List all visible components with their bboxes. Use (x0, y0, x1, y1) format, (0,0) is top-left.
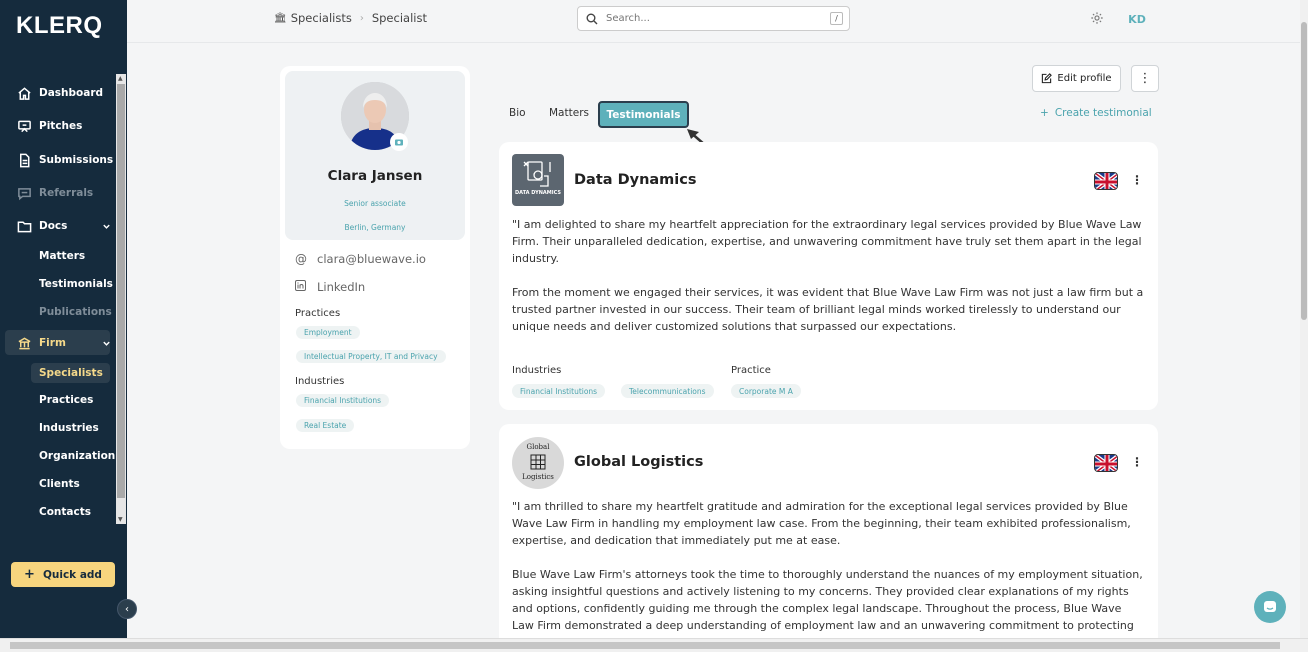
home-icon (17, 86, 32, 101)
bank-icon (17, 336, 32, 351)
at-icon: @ (295, 252, 307, 266)
profile-location: Berlin, Germany (344, 223, 406, 232)
sidebar-item-label: Submissions (39, 154, 114, 166)
chevron-down-icon (102, 222, 111, 231)
sidebar-scrollbar-thumb[interactable] (117, 84, 125, 498)
profile-card (280, 66, 470, 449)
search-bar[interactable] (577, 6, 850, 31)
main-scrollbar[interactable] (1300, 0, 1308, 638)
breadcrumb-item-specialists[interactable] (274, 11, 352, 25)
more-options-button[interactable] (1131, 65, 1159, 92)
uk-flag-icon[interactable] (1094, 454, 1118, 472)
practice-chip[interactable]: Intellectual Property, IT and Privacy (296, 350, 446, 363)
plus-icon: + (24, 567, 35, 582)
breadcrumb-item-specialist: Specialist (371, 11, 427, 25)
profile-email-text: clara@bluewave.io (317, 252, 426, 266)
app-logo[interactable]: KLERQ (16, 12, 103, 39)
sidebar-item-referrals[interactable] (17, 183, 93, 203)
gear-icon[interactable] (1090, 11, 1104, 25)
profile-linkedin[interactable] (295, 280, 365, 294)
practice-chip[interactable]: Corporate M A (731, 384, 801, 398)
uk-flag-icon[interactable] (1094, 172, 1118, 190)
sidebar-item-label: Pitches (39, 120, 83, 132)
company-logo-text: DATA DYNAMICS (515, 190, 561, 196)
industry-chip[interactable]: Telecommunications (621, 384, 714, 398)
top-bar (127, 0, 1300, 43)
scroll-up-icon[interactable]: ▲ (118, 75, 123, 82)
testimonial-menu-icon[interactable]: ⋮ (1131, 173, 1143, 187)
quick-add-label: Quick add (42, 568, 102, 581)
industries-label: Industries (512, 365, 562, 376)
testimonial-paragraph: "I am delighted to share my heartfelt appreciation for the extraordinary legal services provided by Blue Wave Law Firm. Their unparalleled dedication, expertise, and unwavering commitment have truly set them apart in the legal industry. (512, 218, 1142, 265)
chat-launcher-button[interactable] (1254, 591, 1286, 623)
sidebar-item-label: Dashboard (39, 87, 104, 99)
testimonial-paragraph: From the moment we engaged their services, it was evident that Blue Wave Law Firm was not just a law firm but a trusted partner invested in our success. Their team of brilliant legal minds worked tirelessly to understand our unique needs and deliver customized solutions that surpassed our expectations. (512, 286, 1144, 333)
company-logo (512, 154, 564, 206)
sidebar-item-docs[interactable] (17, 216, 107, 236)
sidebar-item-contacts[interactable]: Contacts (39, 506, 91, 518)
sidebar (0, 0, 127, 638)
testimonial-paragraph: "I am thrilled to share my heartfelt gratitude and admiration for the exceptional legal services provided by Blue Wave Law Firm in handling my employment law case. From the beginning, their team exhibited professionalism, expertise, and dedication that immediately put me at ease. (512, 500, 1131, 547)
profile-name: Clara Jansen (327, 168, 423, 184)
sidebar-item-submissions[interactable] (17, 150, 113, 170)
user-avatar[interactable]: KD (1128, 12, 1146, 26)
industry-chip[interactable]: Financial Institutions (512, 384, 605, 398)
sidebar-item-dashboard[interactable] (17, 83, 103, 103)
sidebar-item-label: Firm (39, 337, 66, 349)
edit-profile-label: Edit profile (1057, 73, 1112, 84)
profile-role: Senior associate (344, 199, 406, 208)
linkedin-icon (295, 280, 309, 294)
horizontal-scrollbar[interactable] (0, 638, 1308, 652)
company-name: Data Dynamics (574, 172, 697, 188)
practices-label: Practices (295, 308, 341, 319)
sidebar-item-matters[interactable]: Matters (39, 250, 86, 262)
camera-icon[interactable] (390, 133, 408, 151)
testimonial-menu-icon[interactable]: ⋮ (1131, 455, 1143, 469)
profile-email[interactable] (295, 252, 426, 266)
edit-icon (1041, 73, 1052, 84)
search-icon (586, 13, 598, 25)
edit-profile-button[interactable] (1032, 65, 1121, 92)
testimonial-card (499, 142, 1158, 410)
kebab-icon: ⋮ (1138, 71, 1152, 86)
breadcrumb-label: Specialists (290, 11, 352, 25)
sidebar-item-clients[interactable]: Clients (39, 478, 80, 490)
sidebar-item-organization[interactable]: Organization (39, 450, 116, 462)
practice-label: Practice (731, 365, 771, 376)
testimonial-paragraph: Blue Wave Law Firm's attorneys took the time to thoroughly understand the nuances of my employment situation, asking insightful questions and actively listening to my concerns. They provided clear explanations of my rights and options, confidently guiding me through the complex legal landscape. Throughout the process, Blue Wave Law Firm demonstrated a deep understanding of employment law and an unwavering commitment to protecting (512, 568, 1143, 632)
practice-chip[interactable]: Employment (296, 326, 360, 339)
industry-chip[interactable]: Real Estate (296, 419, 354, 432)
search-shortcut-hint: / (830, 12, 843, 25)
sidebar-item-publications[interactable]: Publications (39, 306, 112, 318)
chevron-right-icon: › (359, 12, 364, 24)
collapse-sidebar-button[interactable] (117, 599, 137, 619)
sidebar-item-label: Docs (39, 220, 68, 232)
sidebar-item-pitches[interactable] (17, 116, 82, 136)
profile-header (285, 71, 465, 240)
globe-grid-icon (529, 453, 547, 471)
search-input[interactable] (606, 13, 816, 24)
company-logo-text: Logistics (522, 473, 554, 481)
chevron-left-icon: ‹ (125, 603, 129, 615)
profile-linkedin-text: LinkedIn (317, 280, 366, 294)
company-logo-text: Global (526, 443, 550, 451)
company-name: Global Logistics (574, 454, 704, 470)
create-testimonial-link[interactable] (1040, 107, 1152, 119)
industry-chip[interactable]: Financial Institutions (296, 394, 389, 407)
chat-icon (17, 186, 32, 201)
testimonial-card (499, 424, 1158, 652)
company-logo (512, 437, 564, 489)
folder-icon (17, 219, 32, 234)
tab-bio[interactable]: Bio (509, 107, 526, 119)
scroll-down-icon[interactable]: ▼ (118, 516, 123, 523)
chevron-down-icon (102, 339, 111, 348)
main-scrollbar-thumb[interactable] (1301, 22, 1307, 320)
bank-icon: 🏛 (274, 12, 287, 24)
sidebar-item-industries[interactable]: Industries (39, 422, 99, 434)
tab-testimonials[interactable]: Testimonials (598, 101, 689, 128)
sidebar-item-testimonials[interactable]: Testimonials (39, 278, 113, 290)
plus-icon: + (1040, 107, 1049, 119)
horizontal-scrollbar-thumb[interactable] (10, 642, 1280, 649)
industries-label: Industries (295, 376, 345, 387)
document-icon (17, 153, 32, 168)
breadcrumb (274, 11, 427, 25)
sidebar-item-firm[interactable] (17, 333, 107, 353)
tab-matters[interactable]: Matters (549, 107, 589, 119)
chat-icon (1262, 599, 1278, 615)
create-testimonial-label: Create testimonial (1054, 107, 1152, 119)
presentation-icon (17, 119, 32, 134)
sidebar-item-label: Referrals (39, 187, 94, 199)
sidebar-scrollbar[interactable] (116, 74, 126, 524)
quick-add-button[interactable] (11, 562, 115, 587)
sidebar-item-practices[interactable]: Practices (39, 394, 94, 406)
sidebar-item-specialists[interactable]: Specialists (39, 367, 103, 379)
